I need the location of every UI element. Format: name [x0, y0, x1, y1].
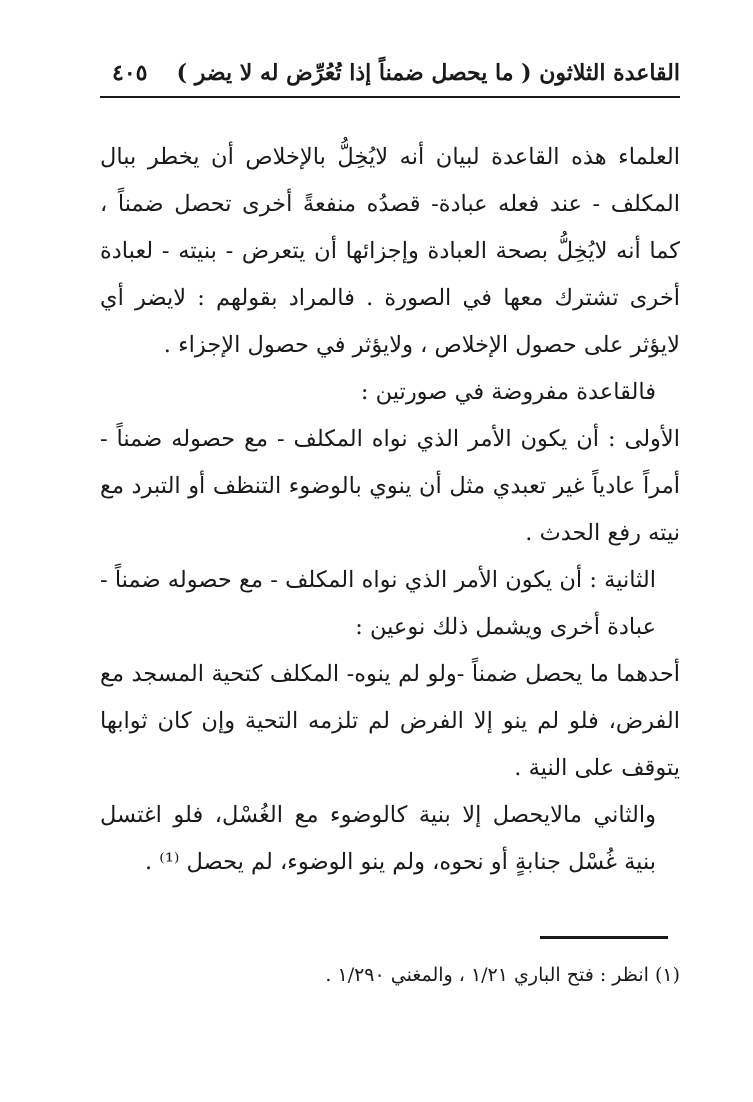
paragraph: والثاني مالايحصل إلا بنية كالوضوء مع الغُسْل، فلو اغتسل بنية غُسْل جنابةٍ أو نحوه، ولم ينو الوضوء، لم يحصل ⁽¹⁾ .: [100, 802, 656, 875]
footnote: (١) انظر : فتح الباري ١/٢١ ، والمغني ١/٢٩٠ .: [325, 964, 680, 986]
footnote-rule: [540, 936, 668, 939]
paragraph: العلماء هذه القاعدة لبيان أنه لايُخِلُّ بالإخلاص أن يخطر ببال المكلف - عند فعله عبادة- قصدُه منفعةً أخرى تحصل ضمناً ، كما أنه لايُخِلُّ بصحة العبادة وإجزائها أن يتعرض - بنيته - لعبادة أخرى تشترك معها في الصورة . فالمراد بقولهم : لايضر أي لايؤثر على حصول الإخلاص ، ولايؤثر في حصول الإجزاء .: [100, 144, 680, 358]
body-text: [100, 134, 680, 886]
paragraph: الأولى : أن يكون الأمر الذي نواه المكلف - مع حصوله ضمناً - أمراً عادياً غير تعبدي مثل أن ينوي بالوضوء التنظف أو التبرد مع نيته رفع الحدث .: [100, 426, 680, 546]
paragraph: الثانية : أن يكون الأمر الذي نواه المكلف - مع حصوله ضمناً - عبادة أخرى ويشمل ذلك نوعين :: [100, 567, 656, 640]
paragraph: أحدهما ما يحصل ضمناً -ولو لم ينوه- المكلف كتحية المسجد مع الفرض، فلو لم ينو إلا الفرض لم تلزمه التحية وإن كان ثوابها يتوقف على النية .: [100, 661, 680, 781]
running-title: القاعدة الثلاثون ( ما يحصل ضمناً إذا تُعُرِّض له لا يضر ): [176, 60, 680, 86]
page-header: [100, 58, 680, 98]
paragraph: فالقاعدة مفروضة في صورتين :: [360, 379, 656, 405]
page-number: ٤٠٥: [112, 60, 148, 86]
header-rule: [100, 96, 680, 98]
